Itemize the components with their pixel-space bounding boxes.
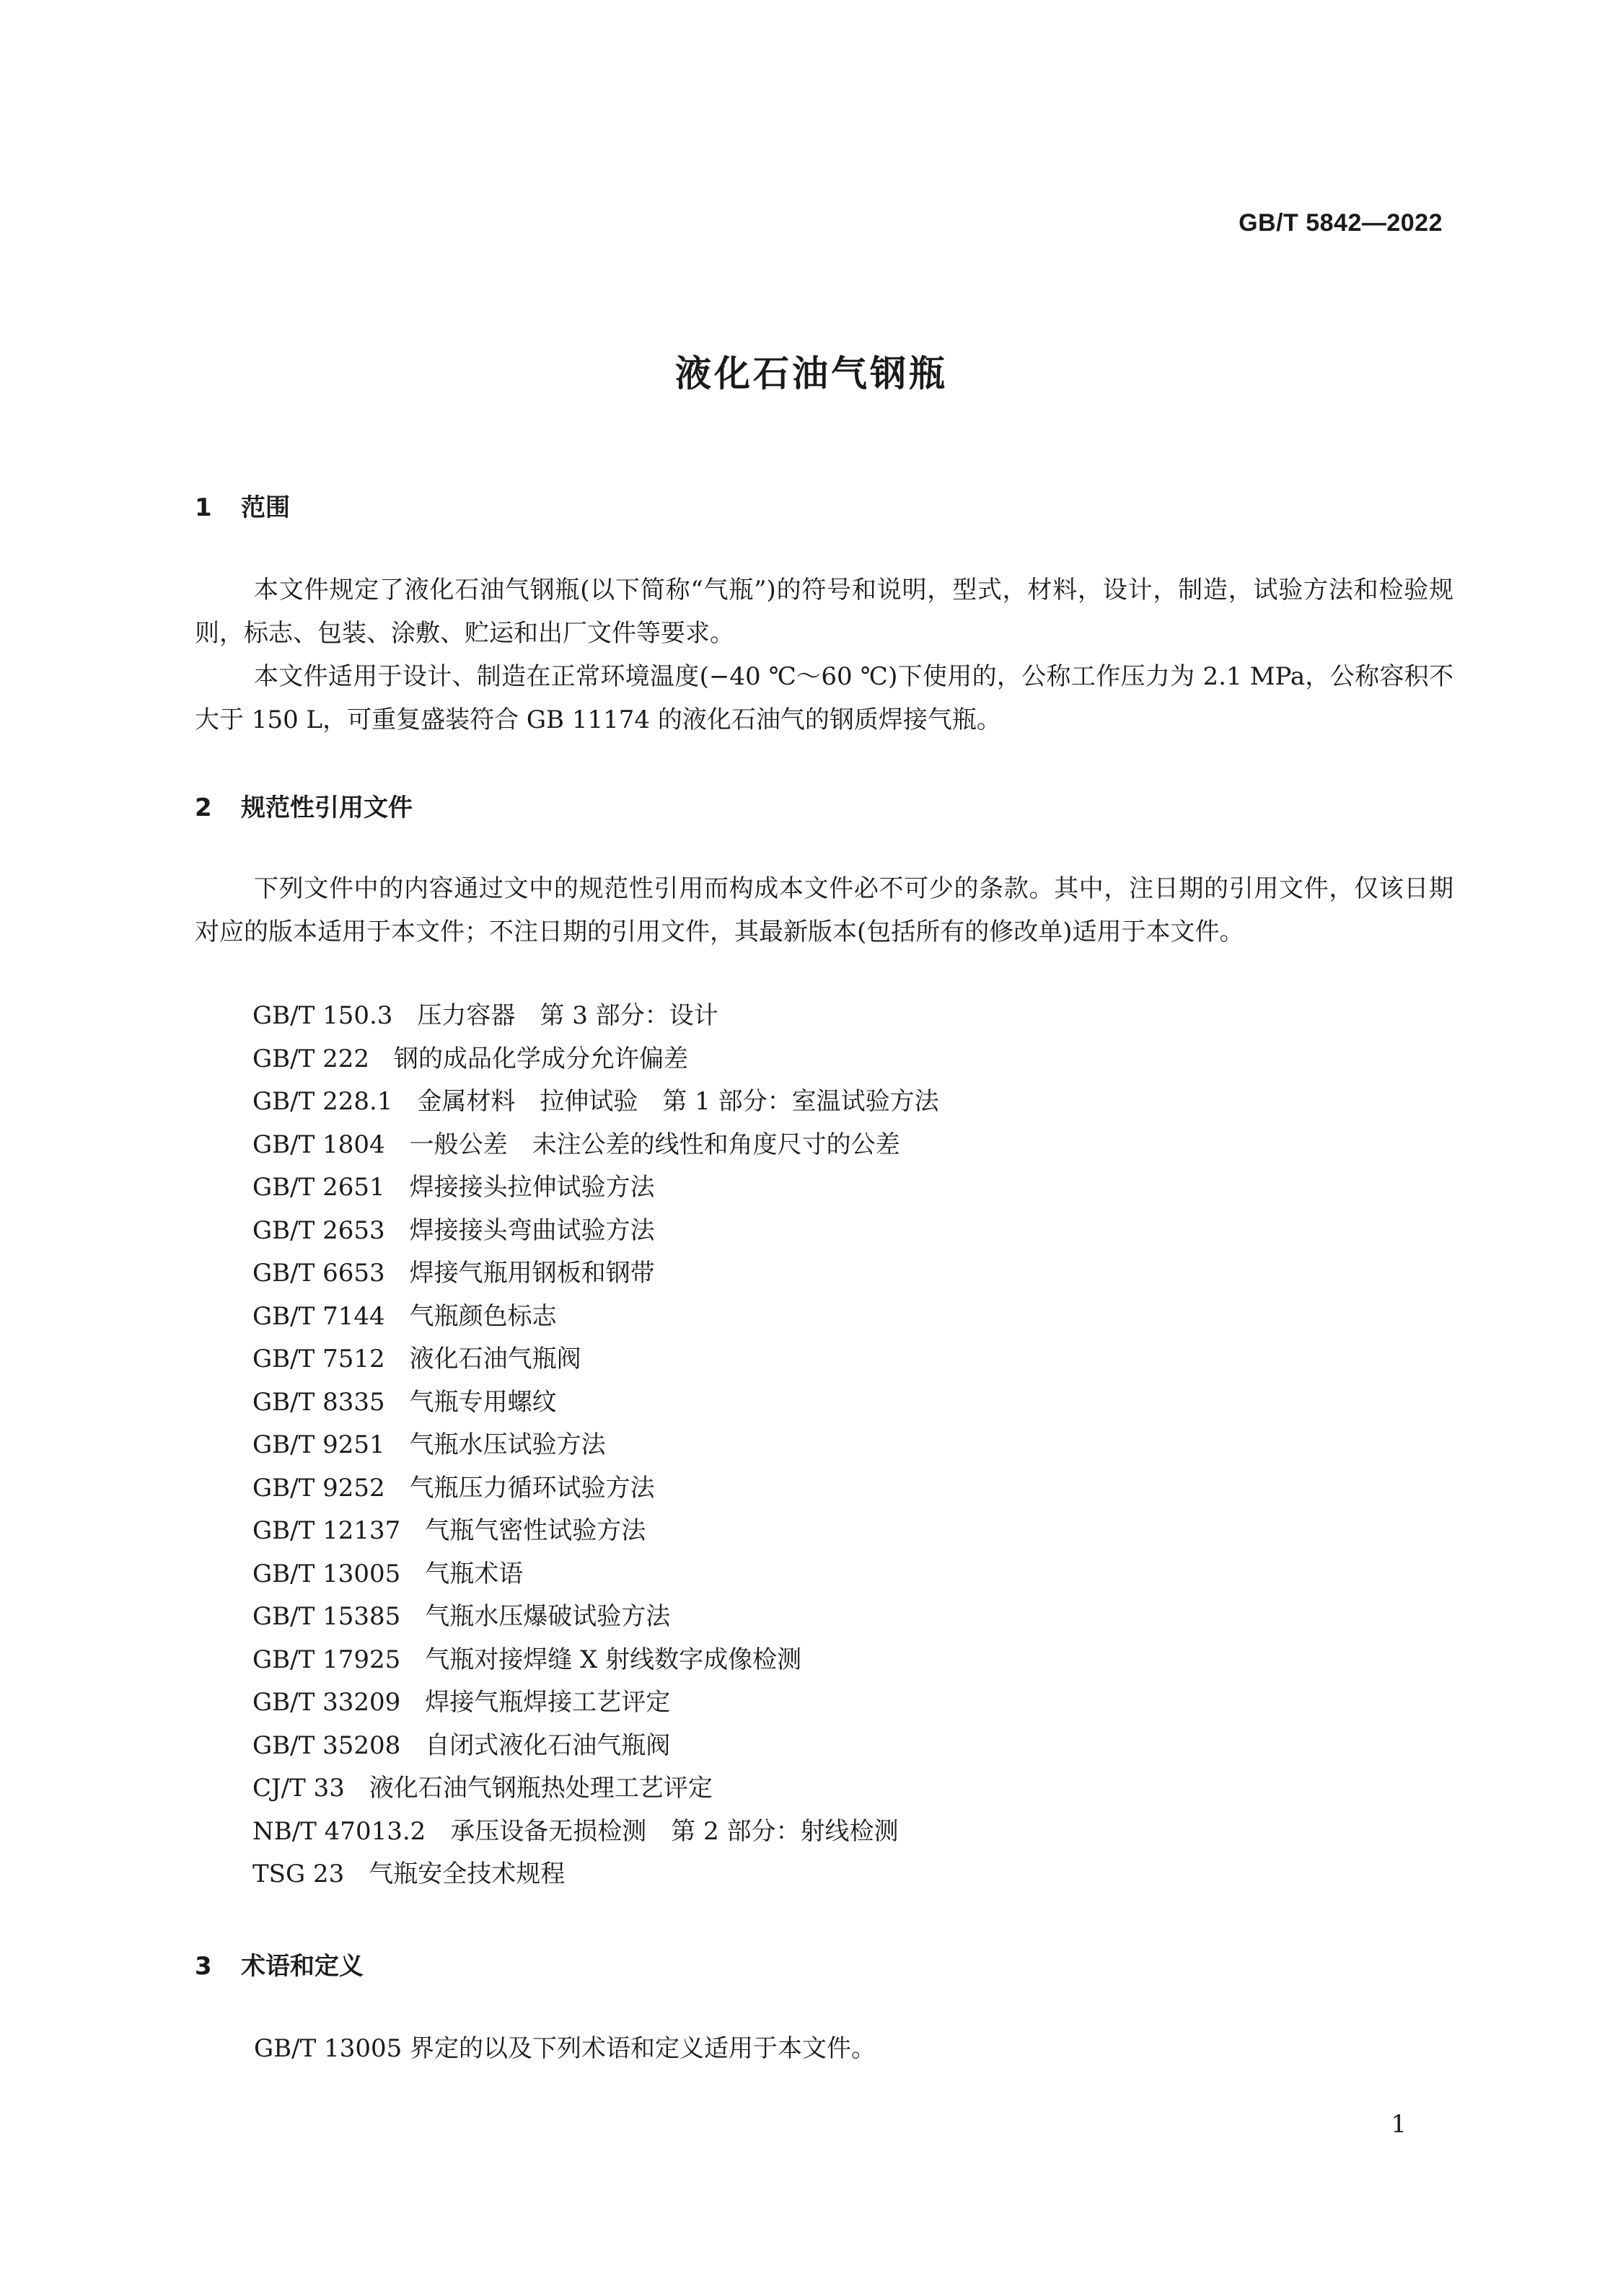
reference-item [252,1296,939,1339]
reference-item [252,1081,939,1124]
reference-title: 焊接气瓶焊接工艺评定 [425,1688,671,1717]
reference-code: CJ/T 33 [252,1774,345,1803]
reference-title: 金属材料 拉伸试验 第 1 部分：室温试验方法 [417,1087,939,1116]
reference-title: 气瓶水压试验方法 [409,1430,606,1459]
reference-item [252,1596,939,1639]
reference-code: GB/T 35208 [252,1730,401,1760]
reference-title: 焊接接头拉伸试验方法 [409,1173,655,1202]
reference-code: GB/T 7512 [252,1345,385,1373]
reference-title: 气瓶安全技术规程 [369,1860,566,1888]
standard-code: GB/T 5842—2022 [1239,209,1443,237]
scope-paragraph-1: 本文件规定了液化石油气钢瓶(以下简称“气瓶”)的符号和说明，型式，材料，设计，制造，试验方法和检验规则，标志、包装、涂敷、贮运和出厂文件等要求。 [195,576,1453,648]
reference-title: 压力容器 第 3 部分：设计 [417,1001,718,1030]
reference-code: GB/T 150.3 [252,1001,393,1030]
reference-title: 气瓶对接焊缝 X 射线数字成像检测 [425,1645,802,1674]
section-2-heading [195,788,413,823]
reference-item [252,1124,939,1167]
reference-list [252,995,939,1896]
reference-code: GB/T 2653 [252,1215,385,1245]
section-3-heading [195,1946,364,1981]
reference-item [252,1038,939,1081]
section-number: 1 [195,493,212,522]
reference-code: TSG 23 [252,1860,345,1888]
reference-item [252,1853,939,1896]
document-title: 液化石油气钢瓶 [675,353,948,395]
reference-title: 气瓶压力循环试验方法 [409,1473,655,1503]
reference-code: GB/T 1804 [252,1130,385,1159]
reference-code: GB/T 15385 [252,1602,401,1631]
page-number: 1 [1391,2110,1407,2139]
reference-item [252,1510,939,1553]
reference-item [252,1725,939,1768]
reference-title: 液化石油气瓶阀 [409,1345,581,1373]
reference-code: GB/T 222 [252,1044,369,1073]
reference-title: 气瓶术语 [425,1559,524,1588]
reference-item [252,1166,939,1210]
reference-title: 承压设备无损检测 第 2 部分：射线检测 [450,1816,899,1846]
reference-title: 气瓶颜色标志 [409,1301,557,1331]
reference-title: 焊接接头弯曲试验方法 [409,1215,655,1245]
scope-paragraph-2: 本文件适用于设计、制造在正常环境温度(−40 ℃～60 ℃)下使用的，公称工作压力为 2.1 MPa，公称容积不大于 150 L，可重复盛装符合 GB 11174 的液化石油气的钢质焊接气瓶。 [195,662,1453,734]
section-title: 范围 [241,493,290,522]
section-1-heading [195,488,290,523]
terms-intro-paragraph: GB/T 13005 界定的以及下列术语和定义适用于本文件。 [254,2034,876,2063]
reference-code: GB/T 8335 [252,1387,385,1417]
reference-code: GB/T 9251 [252,1430,385,1459]
reference-item [252,1811,939,1854]
reference-title: 气瓶水压爆破试验方法 [425,1602,671,1631]
reference-code: GB/T 13005 [252,1559,401,1588]
reference-code: NB/T 47013.2 [252,1816,426,1846]
reference-item [252,1767,939,1811]
reference-title: 气瓶专用螺纹 [409,1387,557,1417]
references-intro-paragraph: 下列文件中的内容通过文中的规范性引用而构成本文件必不可少的条款。其中，注日期的引用文件，仅该日期对应的版本适用于本文件；不注日期的引用文件，其最新版本(包括所有的修改单)适用于本文件。 [195,874,1453,946]
reference-item [252,1338,939,1381]
reference-title: 一般公差 未注公差的线性和角度尺寸的公差 [409,1130,900,1159]
reference-item [252,1639,939,1682]
reference-title: 焊接气瓶用钢板和钢带 [409,1259,655,1288]
reference-code: GB/T 228.1 [252,1087,393,1116]
reference-code: GB/T 6653 [252,1259,385,1288]
reference-item [252,995,939,1038]
reference-item [252,1252,939,1296]
reference-item [252,1210,939,1253]
reference-item [252,1424,939,1467]
reference-title: 钢的成品化学成分允许偏差 [393,1044,688,1073]
reference-code: GB/T 2651 [252,1173,385,1202]
reference-code: GB/T 12137 [252,1516,401,1545]
reference-code: GB/T 33209 [252,1688,401,1717]
section-number: 3 [195,1952,212,1981]
reference-title: 液化石油气钢瓶热处理工艺评定 [369,1774,713,1803]
reference-item [252,1681,939,1725]
reference-item [252,1467,939,1510]
section-title: 规范性引用文件 [241,793,413,822]
reference-code: GB/T 7144 [252,1301,385,1331]
reference-code: GB/T 17925 [252,1645,401,1674]
reference-item [252,1381,939,1425]
reference-item [252,1553,939,1596]
reference-title: 自闭式液化石油气瓶阀 [425,1730,671,1760]
section-number: 2 [195,793,212,822]
section-title: 术语和定义 [241,1952,364,1981]
reference-code: GB/T 9252 [252,1473,385,1503]
reference-title: 气瓶气密性试验方法 [425,1516,646,1545]
